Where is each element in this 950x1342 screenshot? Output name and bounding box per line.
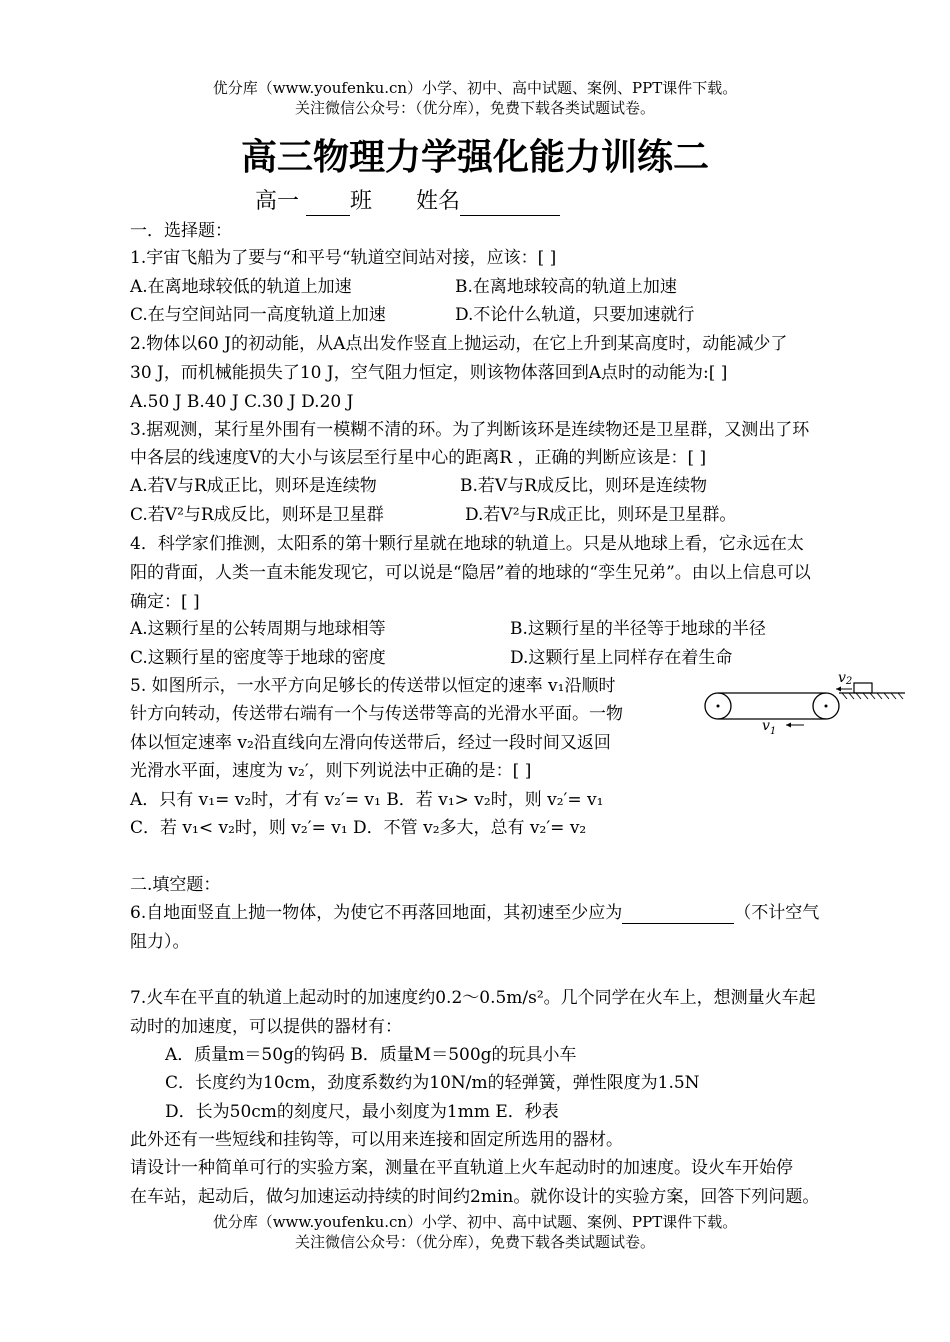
q4-option-a: A.这颗行星的公转周期与地球相等 <box>130 619 386 639</box>
q6-stem-1 <box>130 902 819 924</box>
q4-option-b: B.这颗行星的半径等于地球的半径 <box>510 619 766 639</box>
q7-equipment-ab: A．质量m＝50g的钩码 B．质量M＝500g的玩具小车 <box>165 1045 577 1065</box>
belt-right-roller <box>813 693 839 719</box>
q7-stem-1: 7.火车在平直的轨道上起动时的加速度约0.2～0.5m/s²。几个同学在火车上，想测量火车起 <box>130 988 816 1008</box>
q7-stem-2: 动时的加速度，可以提供的器材有： <box>130 1017 402 1037</box>
q7-task-2: 在车站，起动后，做匀加速运动持续的时间约2min。就你设计的实验方案，回答下列问题。 <box>130 1187 820 1207</box>
q5-stem-3: 体以恒定速率 v₂沿直线向左滑向传送带后，经过一段时间又返回 <box>130 733 611 753</box>
q3-option-a: A.若V与R成正比，则环是连续物 <box>130 476 377 496</box>
q6-stem-tail: （不计空气 <box>734 903 820 923</box>
section-1-heading: 一．选择题： <box>130 221 232 241</box>
q7-equipment-de: D．长为50cm的刻度尺，最小刻度为1mm E．秒表 <box>165 1102 559 1122</box>
q1-option-a: A.在离地球较低的轨道上加速 <box>130 277 352 297</box>
q5-stem-4: 光滑水平面，速度为 v₂′，则下列说法中正确的是：[ ] <box>130 761 532 781</box>
q5-options-cd: C．若 v₁< v₂时，则 v₂′= v₁ D．不管 v₂多大，总有 v₂′= v₂ <box>130 818 587 838</box>
conveyor-belt-figure <box>700 668 910 748</box>
q7-equipment-c: C．长度约为10cm，劲度系数约为10N/m的轻弹簧，弹性限度为1.5N <box>165 1073 700 1093</box>
q3-stem-2: 中各层的线速度V的大小与该层至行星中心的距离R ，正确的判断应该是：[ ] <box>130 448 707 468</box>
q5-stem-1: 5. 如图所示，一水平方向足够长的传送带以恒定的速率 v₁沿顺时 <box>130 676 616 696</box>
q3-stem-1: 3.据观测，某行星外围有一模糊不清的环。为了判断该环是连续物还是卫星群，又测出了环 <box>130 420 810 440</box>
q5-options-ab: A．只有 v₁= v₂时，才有 v₂′= v₁ B．若 v₁> v₂时，则 v₂′= v₁ <box>130 790 604 810</box>
smooth-surface <box>839 693 905 699</box>
name-blank <box>460 193 560 216</box>
v1-arrow <box>786 723 804 728</box>
v1-label: $v_1$ <box>762 718 777 737</box>
q7-task-1: 请设计一种简单可行的实验方案，测量在平直轨道上火车起动时的加速度。设火车开始停 <box>130 1158 793 1178</box>
q5-stem-2: 针方向转动，传送带右端有一个与传送带等高的光滑水平面。一物 <box>130 704 623 724</box>
q6-answer-blank <box>622 903 734 924</box>
class-blank <box>306 193 350 216</box>
q3-option-b: B.若V与R成反比，则环是连续物 <box>460 476 707 496</box>
class-label: 班 <box>350 189 373 214</box>
q4-stem-2: 阳的背面，人类一直未能发现它，可以说是“隐居”着的地球的“孪生兄弟”。由以上信息可以 <box>130 563 811 583</box>
q6-stem-text: 6.自地面竖直上抛一物体，为使它不再落回地面，其初速至少应为 <box>130 903 623 923</box>
v2-label: v2 <box>838 670 853 687</box>
q1-option-b: B.在离地球较高的轨道上加速 <box>455 277 677 297</box>
header-line-2: 关注微信公众号：（优分库），免费下载各类试题试卷。 <box>294 99 655 117</box>
q1-stem: 1.宇宙飞船为了要与“和平号“轨道空间站对接，应该：[ ] <box>130 248 557 268</box>
q4-option-d: D.这颗行星上同样存在着生命 <box>510 648 733 668</box>
q6-stem-2: 阻力）。 <box>130 932 190 952</box>
v2-arrow <box>836 687 852 692</box>
page-title: 高三物理力学强化能力训练二 <box>240 137 709 178</box>
footer-line-1: 优分库（www.youfenku.cn）小学、初中、高中试题、案例、PPT课件下载。 <box>212 1213 738 1231</box>
footer-line-2: 关注微信公众号：（优分库），免费下载各类试题试卷。 <box>294 1233 655 1251</box>
name-label: 姓名 <box>416 189 461 214</box>
q1-option-d: D.不论什么轨道，只要加速就行 <box>455 305 695 325</box>
belt-left-roller <box>705 693 731 719</box>
q3-option-c: C.若V²与R成反比，则环是卫星群 <box>130 505 384 525</box>
q2-options: A.50 J B.40 J C.30 J D.20 J <box>130 392 354 412</box>
q7-extra: 此外还有一些短线和挂钩等，可以用来连接和固定所选用的器材。 <box>130 1130 623 1150</box>
subtitle <box>255 188 560 216</box>
section-2-heading: 二.填空题： <box>130 875 221 895</box>
sliding-block <box>854 683 872 693</box>
q2-stem-1: 2.物体以60 J的初动能，从A点出发作竖直上抛运动，在它上升到某高度时，动能减少了 <box>130 334 788 354</box>
header-line-1: 优分库（www.youfenku.cn）小学、初中、高中试题、案例、PPT课件下载。 <box>212 79 738 97</box>
q1-option-c: C.在与空间站同一高度轨道上加速 <box>130 305 386 325</box>
q4-stem-3: 确定：[ ] <box>130 592 200 612</box>
q3-option-d: D.若V²与R成正比，则环是卫星群。 <box>465 505 737 525</box>
q4-option-c: C.这颗行星的密度等于地球的密度 <box>130 648 386 668</box>
grade-label: 高一 <box>255 189 300 214</box>
q2-stem-2: 30 J，而机械能损失了10 J，空气阻力恒定，则该物体落回到A点时的动能为:[ ] <box>130 363 728 383</box>
q4-stem-1: 4．科学家们推测，太阳系的第十颗行星就在地球的轨道上。只是从地球上看，它永远在太 <box>130 534 804 554</box>
